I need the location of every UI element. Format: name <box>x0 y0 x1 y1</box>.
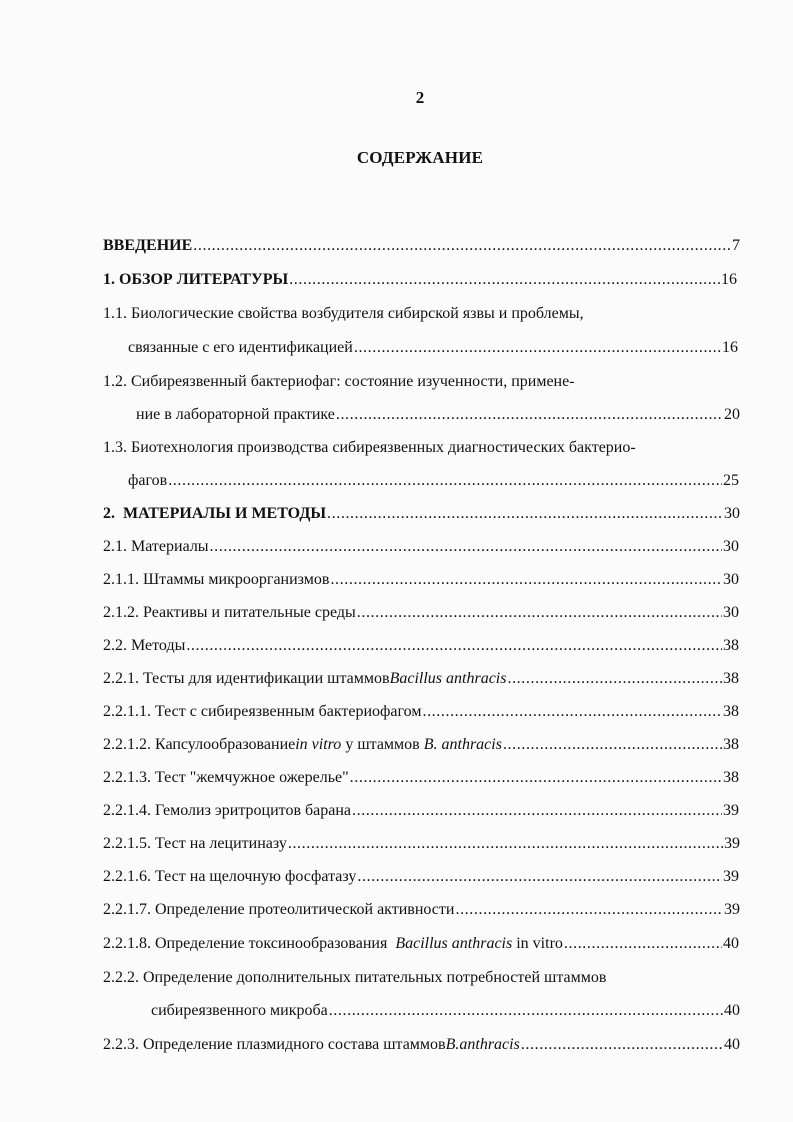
toc-entry-title: Определение протеолитической активности <box>155 901 455 918</box>
toc-leader-dots <box>357 603 722 623</box>
toc-entry-number: 2.2.1.1. <box>103 703 151 720</box>
toc-entry-2-1-2 <box>103 603 739 623</box>
toc-leader-dots <box>168 471 722 491</box>
toc-entry-title: Методы <box>131 637 186 654</box>
toc-entry-2-2-1-2 <box>103 735 739 755</box>
toc-entry-2 <box>103 504 740 524</box>
toc-leader-dots <box>354 338 721 358</box>
toc-entry-2-2-2-cont <box>151 1001 740 1021</box>
toc-entry-title: Определение токсинообразования <box>155 935 396 952</box>
toc-entry-1 <box>103 270 737 290</box>
toc-entry-title: МАТЕРИАЛЫ И МЕТОДЫ <box>123 505 327 522</box>
toc-entry-title: Биологические свойства возбудителя сибирской язвы и проблемы, <box>131 305 584 322</box>
toc-leader-dots <box>289 270 720 290</box>
toc-leader-dots <box>455 900 723 920</box>
toc-entry-title: Биотехнология производства сибиреязвенных диагностических бактерио- <box>131 439 636 456</box>
toc-entry-2-2-1-8 <box>103 934 739 954</box>
toc-entry-2-2-3 <box>103 1035 740 1055</box>
toc-leader-dots <box>329 1001 723 1021</box>
page-title: СОДЕРЖАНИЕ <box>356 148 484 167</box>
toc-leader-dots <box>357 867 722 887</box>
toc-entry-number: 2.2.1.3. <box>103 769 151 786</box>
toc-entry-title: Реактивы и питательные среды <box>143 604 356 621</box>
toc-entry-title-end: in vitro <box>512 935 563 952</box>
toc-entry-page: 39 <box>724 835 740 852</box>
toc-entry-page: 40 <box>724 1036 740 1053</box>
toc-leader-dots <box>186 636 722 656</box>
toc-entry-page: 30 <box>723 604 739 621</box>
toc-entry-2-1-1 <box>103 570 739 590</box>
toc-entry-number: 1.2. <box>103 373 127 390</box>
toc-entry-page: 30 <box>723 538 739 555</box>
toc-entry-page: 30 <box>723 571 739 588</box>
toc-entry-title-cont: ние в лабораторной практике <box>136 406 335 423</box>
toc-entry-2-2-1-4 <box>103 801 739 821</box>
toc-entry-1-3 <box>103 438 636 458</box>
toc-entry-title-italic: in vitro <box>295 736 342 753</box>
toc-entry-page: 38 <box>723 637 739 654</box>
toc-entry-title-italic: Bacillus anthracis <box>395 935 513 952</box>
toc-entry-title: Определение дополнительных питательных потребностей штаммов <box>143 969 607 986</box>
toc-entry-1-1-cont <box>128 338 738 358</box>
toc-entry-number: 2.2.1.4. <box>103 802 151 819</box>
toc-entry-title: Гемолиз эритроцитов барана <box>155 802 351 819</box>
toc-leader-dots <box>288 834 723 854</box>
toc-entry-page: 16 <box>722 339 738 356</box>
toc-entry-number: 2.2.1.5. <box>103 835 151 852</box>
toc-entry-number: 2.2.1. <box>103 670 139 687</box>
toc-entry-title-italic: Bacillus anthracis <box>389 670 507 687</box>
toc-entry-number: 2.2.1.7. <box>103 901 151 918</box>
toc-entry-title: ВВЕДЕНИЕ <box>103 237 193 254</box>
toc-leader-dots <box>564 934 722 954</box>
toc-entry-number: 2.2.3. <box>103 1036 139 1053</box>
toc-entry-title: ОБЗОР ЛИТЕРАТУРЫ <box>119 271 289 288</box>
toc-entry-number: 2.1. <box>103 538 127 555</box>
toc-leader-dots <box>327 504 723 524</box>
toc-entry-1-2 <box>103 372 575 392</box>
toc-entry-2-2-1-6 <box>103 867 739 887</box>
toc-entry-title: Определение плазмидного состава штаммов <box>143 1036 446 1053</box>
toc-entry-number: 1. <box>103 271 115 288</box>
toc-leader-dots <box>422 702 722 722</box>
toc-entry-title: Материалы <box>131 538 209 555</box>
toc-leader-dots <box>193 236 731 256</box>
toc-entry-page: 7 <box>732 237 740 254</box>
toc-entry-introduction <box>103 236 740 256</box>
toc-entry-page: 39 <box>724 901 740 918</box>
toc-entry-number: 2.2. <box>103 637 127 654</box>
toc-entry-title-cont: связанные с его идентификацией <box>128 339 353 356</box>
toc-entry-title: Тест "жемчужное ожерелье" <box>155 769 349 786</box>
toc-entry-number: 2.1.2. <box>103 604 139 621</box>
toc-entry-title-italic: B.anthracis <box>445 1036 520 1053</box>
toc-entry-1-3-cont <box>128 471 739 491</box>
toc-leader-dots <box>330 570 722 590</box>
toc-entry-number: 2.2.1.8. <box>103 935 151 952</box>
toc-entry-title: Штаммы микроорганизмов <box>143 571 330 588</box>
toc-entry-2-2-1-5 <box>103 834 740 854</box>
toc-entry-2-1 <box>103 537 739 557</box>
toc-entry-page: 20 <box>724 406 740 423</box>
toc-entry-page: 38 <box>723 736 739 753</box>
toc-entry-number: 2.2.2. <box>103 969 139 986</box>
toc-entry-2-2-1-7 <box>103 900 740 920</box>
toc-leader-dots <box>336 405 723 425</box>
toc-leader-dots <box>503 735 722 755</box>
toc-entry-page: 38 <box>723 769 739 786</box>
toc-entry-number: 2.2.1.2. <box>103 736 151 753</box>
toc-entry-page: 39 <box>723 802 739 819</box>
toc-entry-title-mid: у штаммов <box>341 736 424 753</box>
toc-entry-title: Тест на щелочную фосфатазу <box>155 868 357 885</box>
toc-entry-number: 1.3. <box>103 439 127 456</box>
toc-entry-page: 40 <box>723 935 739 952</box>
toc-entry-page: 38 <box>723 703 739 720</box>
toc-entry-page: 40 <box>724 1002 740 1019</box>
toc-entry-2-2-2 <box>103 968 606 988</box>
toc-entry-1-2-cont <box>136 405 740 425</box>
toc-entry-title: Тест с сибиреязвенным бактериофагом <box>155 703 422 720</box>
toc-entry-number: 1.1. <box>103 305 127 322</box>
toc-entry-page: 16 <box>721 271 737 288</box>
toc-entry-number: 2. <box>103 505 115 522</box>
toc-leader-dots <box>507 669 722 689</box>
toc-entry-title-cont: сибиреязвенного микроба <box>151 1002 328 1019</box>
toc-entry-title: Тесты для идентификации штаммов <box>143 670 390 687</box>
toc-entry-page: 30 <box>724 505 740 522</box>
toc-entry-title-italic: B. anthracis <box>423 736 502 753</box>
toc-entry-title: Тест на лецитиназу <box>155 835 287 852</box>
toc-leader-dots <box>521 1035 723 1055</box>
toc-entry-number: 2.2.1.6. <box>103 868 151 885</box>
toc-entry-number: 2.1.1. <box>103 571 139 588</box>
toc-leader-dots <box>350 768 722 788</box>
toc-leader-dots <box>210 537 722 557</box>
toc-entry-page: 39 <box>723 868 739 885</box>
toc-entry-2-2-1 <box>103 669 739 689</box>
toc-entry-title: Сибиреязвенный бактериофаг: состояние изученности, примене- <box>131 373 575 390</box>
toc-entry-page: 25 <box>723 472 739 489</box>
toc-entry-page: 38 <box>723 670 739 687</box>
toc-entry-title: Капсулообразование <box>155 736 296 753</box>
toc-entry-1-1 <box>103 304 584 324</box>
toc-leader-dots <box>352 801 722 821</box>
page-number: 2 <box>415 88 425 107</box>
toc-entry-2-2-1-3 <box>103 768 739 788</box>
toc-entry-2-2 <box>103 636 739 656</box>
toc-entry-title-cont: фагов <box>128 472 168 489</box>
toc-entry-2-2-1-1 <box>103 702 739 722</box>
